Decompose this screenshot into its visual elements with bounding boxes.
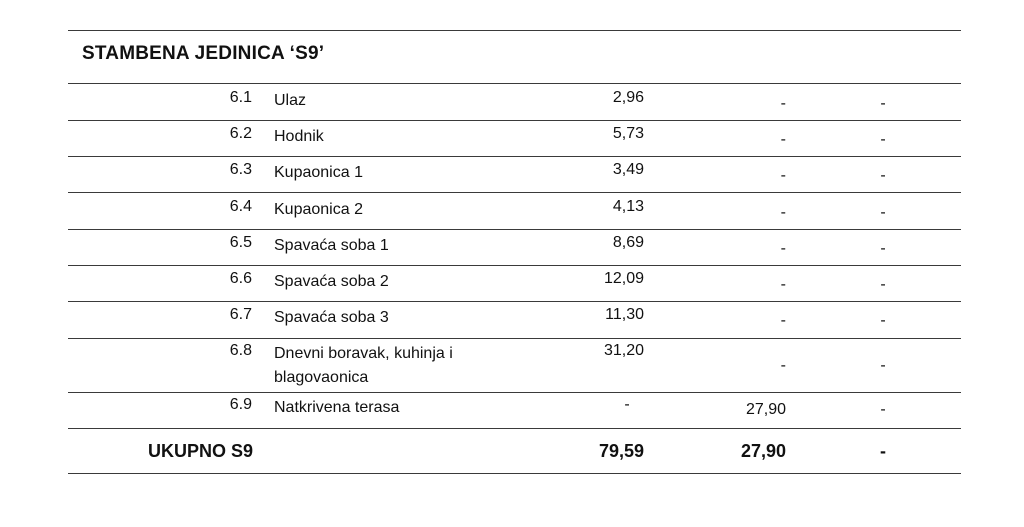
total-area-value: 79,59: [598, 441, 644, 461]
row-rule: [68, 392, 961, 393]
room-number: 6.6: [229, 270, 252, 287]
other-area-value: -: [880, 357, 886, 374]
area-value: -: [624, 396, 630, 413]
room-number: 6.8: [229, 342, 252, 359]
room-name: Kupaonica 1: [274, 164, 363, 181]
total-label: UKUPNO S9: [148, 441, 254, 461]
other-area-value: -: [880, 401, 886, 418]
row-rule: [68, 192, 961, 193]
terrace-area-value: -: [780, 131, 786, 148]
row-rule: [68, 120, 961, 121]
room-number: 6.4: [229, 198, 252, 215]
row-rule: [68, 338, 961, 339]
terrace-area-value: -: [780, 167, 786, 184]
total-terrace-area-value: 27,90: [740, 441, 786, 461]
row-rule: [68, 301, 961, 302]
terrace-area-value: -: [780, 276, 786, 293]
room-number: 6.5: [229, 234, 252, 251]
row-rule: [68, 265, 961, 266]
room-number: 6.2: [229, 125, 252, 142]
area-value: 2,96: [612, 89, 644, 106]
area-value: 31,20: [603, 342, 644, 359]
room-name: Spavaća soba 1: [274, 237, 389, 254]
other-area-value: -: [880, 95, 886, 112]
row-rule: [68, 428, 961, 429]
title-rule: [68, 83, 961, 84]
room-name: Natkrivena terasa: [274, 399, 400, 416]
area-value: 11,30: [605, 306, 644, 323]
area-value: 3,49: [612, 161, 644, 178]
area-value: 5,73: [612, 125, 644, 142]
table-bottom-rule: [68, 473, 961, 474]
other-area-value: -: [880, 204, 886, 221]
section-title: STAMBENA JEDINICA ‘S9’: [82, 43, 325, 64]
terrace-area-value: -: [780, 240, 786, 257]
row-rule: [68, 156, 961, 157]
terrace-area-value: -: [780, 204, 786, 221]
room-number: 6.3: [229, 161, 252, 178]
room-number: 6.7: [229, 306, 252, 323]
room-name: Spavaća soba 2: [274, 273, 389, 290]
total-other-area-value: -: [880, 441, 886, 461]
room-name: Hodnik: [274, 128, 324, 145]
other-area-value: -: [880, 240, 886, 257]
table-top-rule: [68, 30, 961, 31]
terrace-area-value: -: [780, 95, 786, 112]
room-number: 6.9: [229, 396, 252, 413]
other-area-value: -: [880, 167, 886, 184]
other-area-value: -: [880, 312, 886, 329]
room-name: Kupaonica 2: [274, 201, 363, 218]
room-name: Ulaz: [274, 92, 307, 109]
row-rule: [68, 229, 961, 230]
area-value: 4,13: [612, 198, 644, 215]
other-area-value: -: [880, 276, 886, 293]
terrace-area-value: 27,90: [745, 401, 786, 418]
terrace-area-value: -: [780, 357, 786, 374]
room-number: 6.1: [229, 89, 252, 106]
area-value: 12,09: [603, 270, 644, 287]
room-name: Dnevni boravak, kuhinja i blagovaonica: [274, 345, 453, 386]
terrace-area-value: -: [780, 312, 786, 329]
area-value: 8,69: [612, 234, 644, 251]
other-area-value: -: [880, 131, 886, 148]
room-name: Spavaća soba 3: [274, 309, 389, 326]
